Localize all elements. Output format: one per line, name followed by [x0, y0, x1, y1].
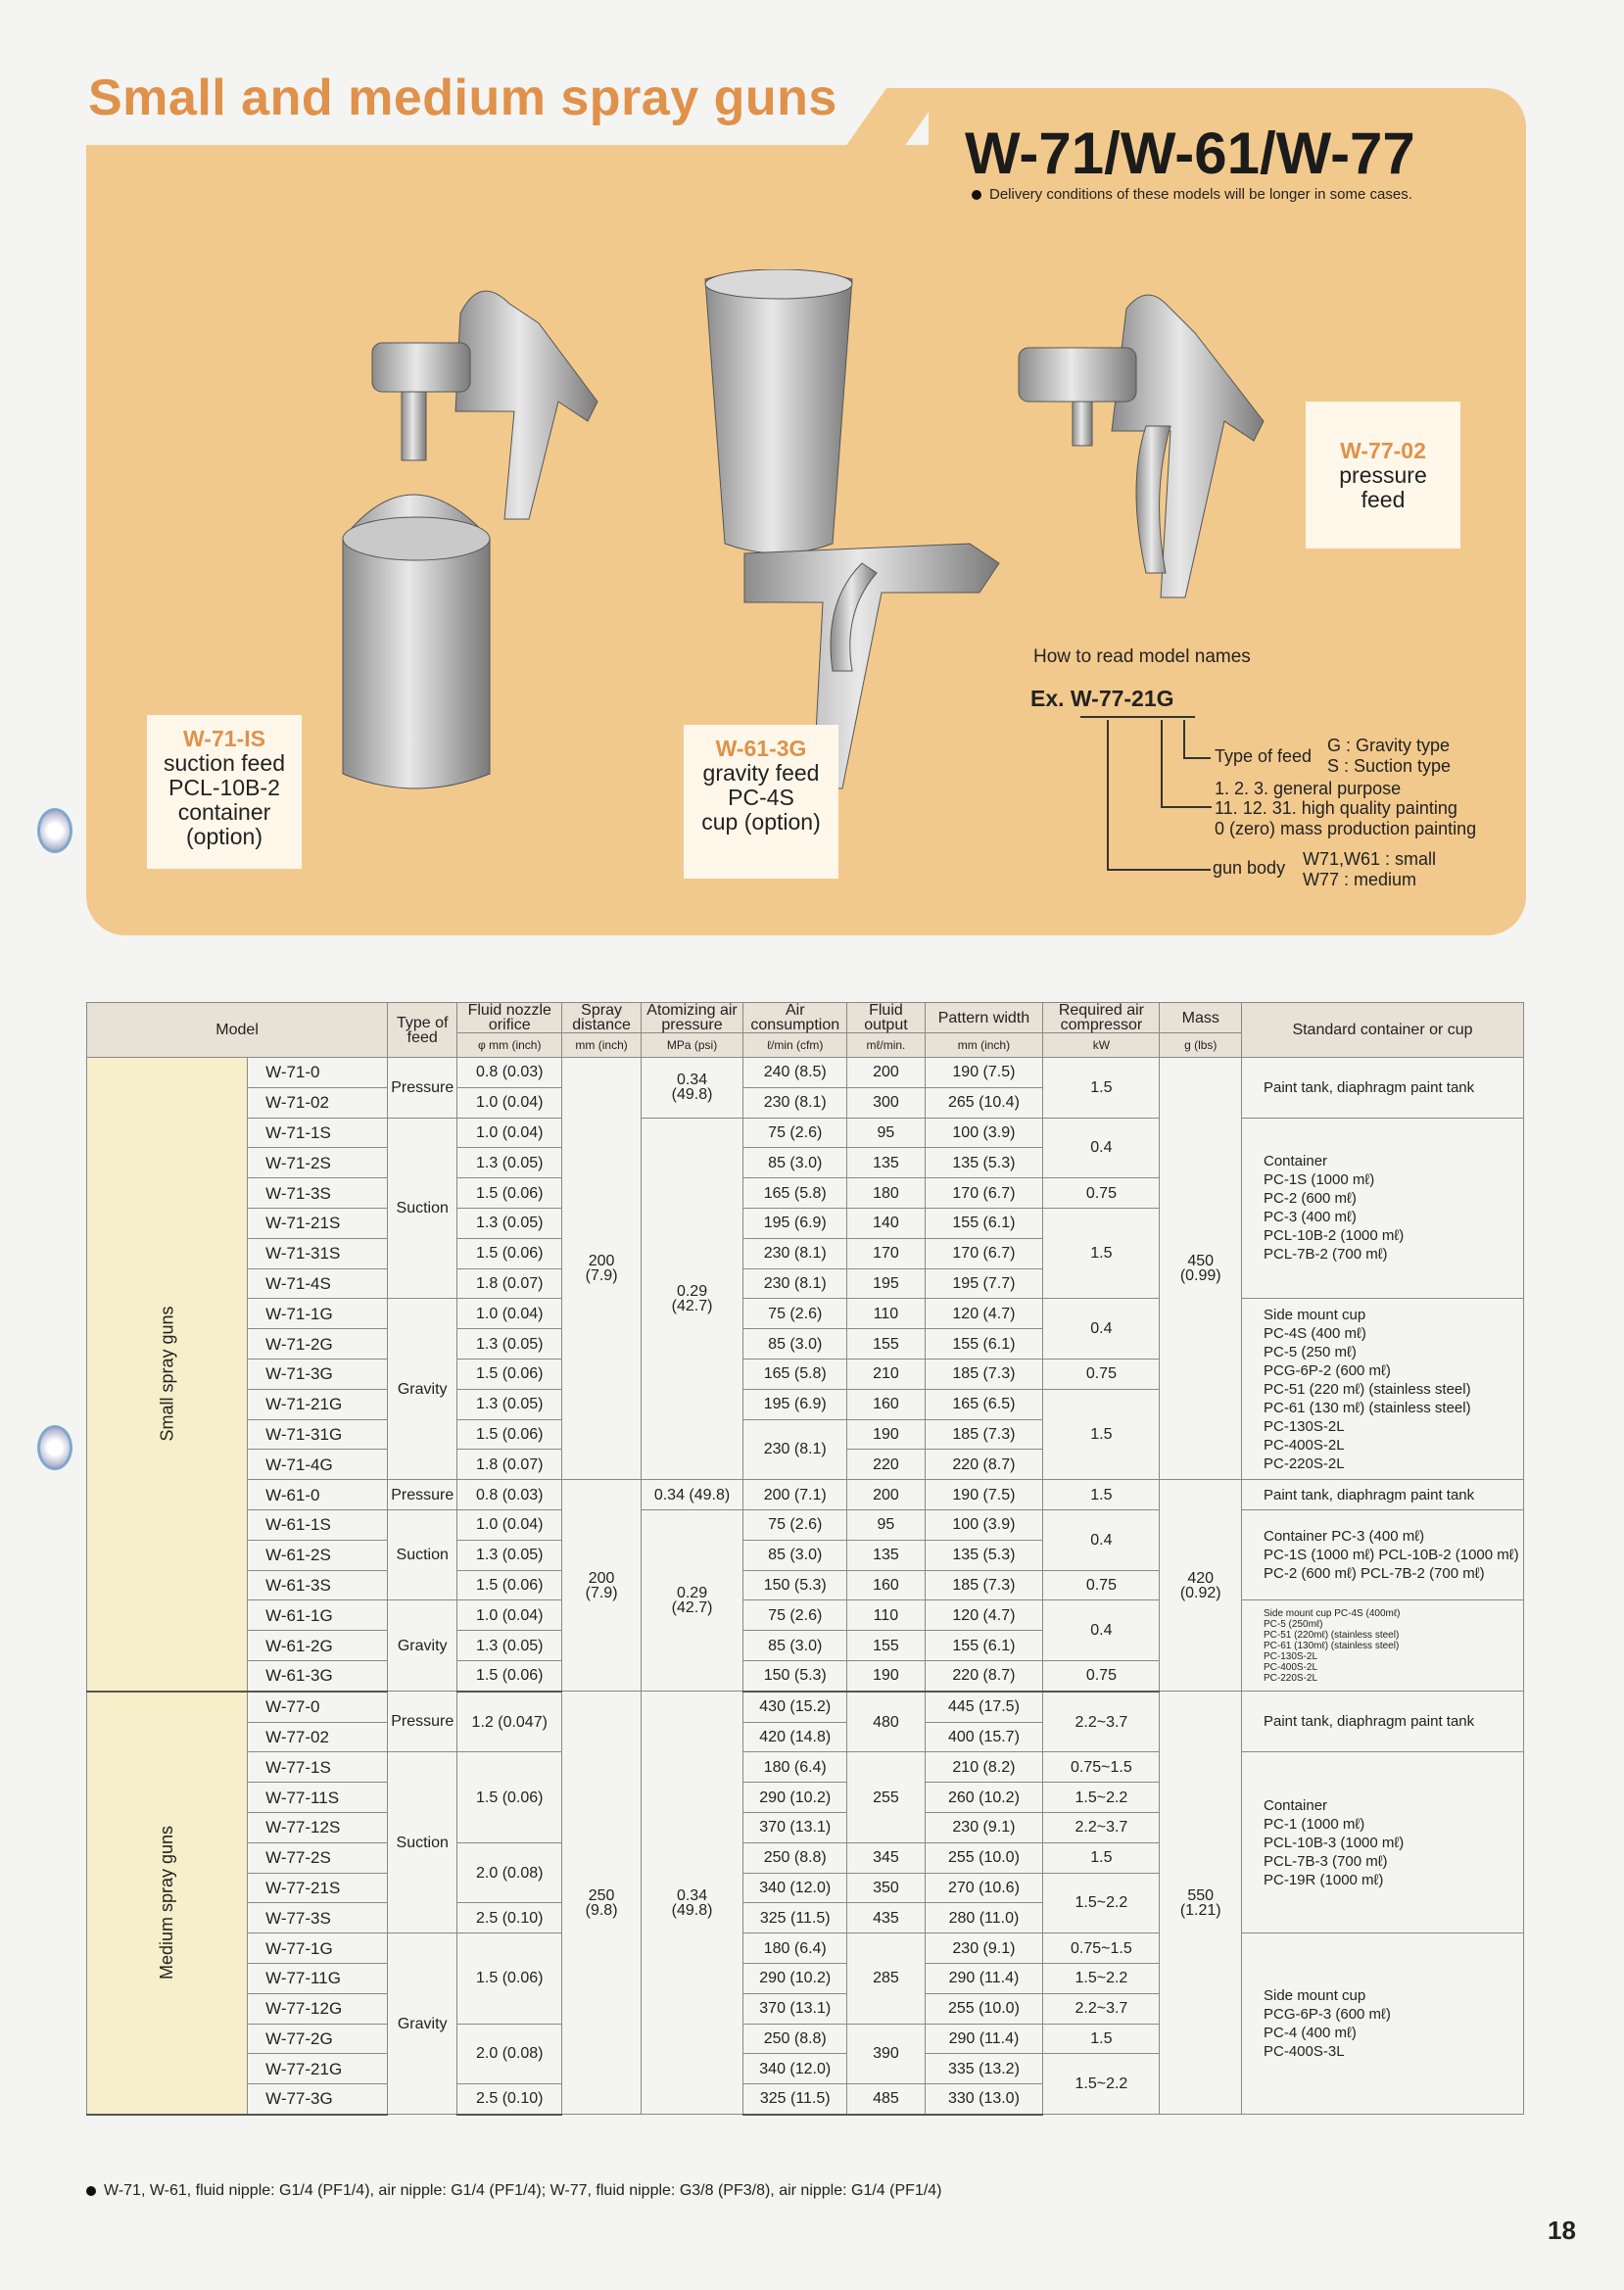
bullet-icon [86, 2186, 96, 2196]
pattern-cell: 155 (6.1) [925, 1329, 1043, 1360]
pattern-cell: 165 (6.5) [925, 1389, 1043, 1419]
w71-spray-gun-image [313, 274, 646, 823]
col-spray: Spray distance [562, 1003, 642, 1033]
fluid-cell: 220 [847, 1450, 925, 1480]
comp-cell: 0.4 [1043, 1600, 1160, 1661]
feed-cell: Gravity [388, 1299, 457, 1480]
col-mass: Mass [1160, 1003, 1242, 1033]
pattern-cell: 290 (11.4) [925, 1963, 1043, 1993]
nozzle-cell: 2.0 (0.08) [457, 2024, 562, 2084]
table-row [87, 1509, 1524, 1540]
air-cell: 180 (6.4) [743, 1933, 847, 1964]
comp-cell: 1.5 [1043, 1058, 1160, 1119]
nozzle-cell: 1.5 (0.06) [457, 1419, 562, 1450]
footnote [86, 2182, 941, 2200]
air-cell: 230 (8.1) [743, 1238, 847, 1268]
purpose-3: 0 (zero) mass production painting [1215, 819, 1477, 838]
nozzle-cell: 1.0 (0.04) [457, 1299, 562, 1329]
connector-purpose-v [1161, 720, 1163, 806]
purpose-2: 11. 12. 31. high quality painting [1215, 798, 1457, 818]
model-cell: W-71-02 [248, 1087, 388, 1118]
w77-spray-gun-image [999, 289, 1293, 622]
pattern-cell: 230 (9.1) [925, 1812, 1043, 1842]
nozzle-cell: 1.5 (0.06) [457, 1933, 562, 2024]
table-row [87, 1299, 1524, 1329]
feed-cell: Suction [388, 1509, 457, 1599]
air-cell: 370 (13.1) [743, 1993, 847, 2024]
pattern-cell: 255 (10.0) [925, 1842, 1043, 1873]
connector-purpose-h [1161, 806, 1212, 808]
w77-line2: feed [1361, 487, 1406, 512]
air-cell: 85 (3.0) [743, 1329, 847, 1360]
punch-hole [37, 808, 72, 853]
model-cell: W-77-11G [248, 1963, 388, 1993]
comp-cell: 2.2~3.7 [1043, 1812, 1160, 1842]
nozzle-cell: 1.3 (0.05) [457, 1329, 562, 1360]
atom-cell: 0.29 (42.7) [641, 1509, 742, 1691]
container-cell: Side mount cup PC-4S (400 mℓ) PC-5 (250 mℓ) PCG-6P-2 (600 mℓ) PC-51 (220 mℓ) (stainless steel) PC-61 (130 mℓ) (stainless steel) PC-130S-2L PC-400S-2L PC-220S-2L [1242, 1299, 1524, 1480]
nozzle-cell: 1.5 (0.06) [457, 1178, 562, 1209]
pattern-cell: 220 (8.7) [925, 1450, 1043, 1480]
model-cell: W-77-12G [248, 1993, 388, 2024]
unit-fluid: mℓ/min. [847, 1033, 925, 1058]
model-cell: W-71-31S [248, 1238, 388, 1268]
page-title: Small and medium spray guns [88, 70, 837, 126]
col-feed: Type of feed [388, 1003, 457, 1058]
table-row [87, 1058, 1524, 1088]
mass-cell: 420 (0.92) [1160, 1480, 1242, 1692]
model-cell: W-77-3S [248, 1903, 388, 1933]
pattern-cell: 220 (8.7) [925, 1660, 1043, 1691]
pattern-cell: 445 (17.5) [925, 1692, 1043, 1722]
fluid-cell: 95 [847, 1118, 925, 1148]
pattern-cell: 185 (7.3) [925, 1570, 1043, 1600]
model-cell: W-77-1S [248, 1752, 388, 1783]
delivery-note-text: Delivery conditions of these models will be longer in some cases. [989, 186, 1412, 203]
pattern-cell: 290 (11.4) [925, 2024, 1043, 2054]
pattern-cell: 120 (4.7) [925, 1600, 1043, 1631]
model-cell: W-71-2S [248, 1148, 388, 1178]
pattern-cell: 155 (6.1) [925, 1631, 1043, 1661]
air-cell: 150 (5.3) [743, 1570, 847, 1600]
w77-line1: pressure [1339, 462, 1427, 488]
body-small: W71,W61 : small [1303, 849, 1437, 869]
nozzle-cell: 1.3 (0.05) [457, 1631, 562, 1661]
unit-comp: kW [1043, 1033, 1160, 1058]
w71-line1: suction feed [163, 750, 286, 776]
connector-body-v [1107, 720, 1109, 870]
model-cell: W-61-2G [248, 1631, 388, 1661]
header-row [87, 1003, 1524, 1033]
atom-cell: 0.29 (42.7) [641, 1118, 742, 1480]
comp-cell: 0.75 [1043, 1359, 1160, 1389]
comp-cell: 1.5~2.2 [1043, 1873, 1160, 1933]
container-cell: Paint tank, diaphragm paint tank [1242, 1480, 1524, 1510]
pattern-cell: 190 (7.5) [925, 1480, 1043, 1510]
pattern-cell: 400 (15.7) [925, 1722, 1043, 1752]
nozzle-cell: 1.2 (0.047) [457, 1692, 562, 1752]
col-pattern: Pattern width [925, 1003, 1043, 1033]
fluid-cell: 200 [847, 1058, 925, 1088]
atom-cell: 0.34 (49.8) [641, 1480, 742, 1510]
model-cell: W-77-02 [248, 1722, 388, 1752]
comp-cell: 0.75 [1043, 1660, 1160, 1691]
punch-hole [37, 1425, 72, 1470]
fluid-cell: 135 [847, 1148, 925, 1178]
model-cell: W-71-3S [248, 1178, 388, 1209]
unit-pattern: mm (inch) [925, 1033, 1043, 1058]
fluid-cell: 160 [847, 1389, 925, 1419]
nozzle-cell: 1.3 (0.05) [457, 1148, 562, 1178]
w77-code: W-77-02 [1340, 438, 1426, 463]
comp-cell: 1.5 [1043, 1208, 1160, 1298]
nozzle-cell: 0.8 (0.03) [457, 1480, 562, 1510]
pattern-cell: 195 (7.7) [925, 1268, 1043, 1299]
comp-cell: 2.2~3.7 [1043, 1993, 1160, 2024]
w71-line4: (option) [186, 824, 263, 849]
air-cell: 240 (8.5) [743, 1058, 847, 1088]
table-row [87, 1118, 1524, 1148]
fluid-cell: 160 [847, 1570, 925, 1600]
nozzle-cell: 2.5 (0.10) [457, 2084, 562, 2115]
fluid-cell: 200 [847, 1480, 925, 1510]
fluid-cell: 110 [847, 1299, 925, 1329]
nozzle-cell: 1.0 (0.04) [457, 1509, 562, 1540]
fluid-cell: 210 [847, 1359, 925, 1389]
col-model: Model [87, 1003, 388, 1058]
nozzle-cell: 1.3 (0.05) [457, 1540, 562, 1570]
container-cell: Container PC-1S (1000 mℓ) PC-2 (600 mℓ) PC-3 (400 mℓ) PCL-10B-2 (1000 mℓ) PCL-7B-2 (700 mℓ) [1242, 1118, 1524, 1299]
howto-heading: How to read model names [1033, 646, 1251, 667]
comp-cell: 1.5~2.2 [1043, 2054, 1160, 2115]
pattern-cell: 100 (3.9) [925, 1118, 1043, 1148]
fluid-cell: 135 [847, 1540, 925, 1570]
nozzle-cell: 1.3 (0.05) [457, 1208, 562, 1238]
model-cell: W-77-21G [248, 2054, 388, 2084]
air-cell: 75 (2.6) [743, 1600, 847, 1631]
spray-cell: 250 (9.8) [562, 1692, 642, 2115]
nozzle-cell: 1.5 (0.06) [457, 1359, 562, 1389]
pattern-cell: 155 (6.1) [925, 1208, 1043, 1238]
w71-code: W-71-IS [183, 726, 265, 751]
atom-cell: 0.34 (49.8) [641, 1058, 742, 1119]
comp-cell: 1.5 [1043, 1389, 1160, 1479]
container-cell: Paint tank, diaphragm paint tank [1242, 1692, 1524, 1752]
air-cell: 370 (13.1) [743, 1812, 847, 1842]
fluid-cell: 190 [847, 1660, 925, 1691]
unit-spray: mm (inch) [562, 1033, 642, 1058]
example-underline [1080, 716, 1195, 718]
fluid-cell: 195 [847, 1268, 925, 1299]
unit-mass: g (lbs) [1160, 1033, 1242, 1058]
container-cell: Container PC-3 (400 mℓ) PC-1S (1000 mℓ) PCL-10B-2 (1000 mℓ) PC-2 (600 mℓ) PCL-7B-2 (700 mℓ) [1242, 1509, 1524, 1599]
w61-line2: PC-4S [728, 785, 794, 810]
air-cell: 75 (2.6) [743, 1118, 847, 1148]
pattern-cell: 335 (13.2) [925, 2054, 1043, 2084]
comp-cell: 1.5~2.2 [1043, 1783, 1160, 1813]
feed-suction: S : Suction type [1327, 756, 1452, 776]
air-cell: 195 (6.9) [743, 1208, 847, 1238]
spray-cell: 200 (7.9) [562, 1058, 642, 1480]
atom-cell: 0.34 (49.8) [641, 1692, 742, 2115]
air-cell: 290 (10.2) [743, 1783, 847, 1813]
nozzle-cell: 1.0 (0.04) [457, 1087, 562, 1118]
model-cell: W-61-1G [248, 1600, 388, 1631]
nozzle-cell: 1.5 (0.06) [457, 1752, 562, 1842]
container-cell: Paint tank, diaphragm paint tank [1242, 1058, 1524, 1119]
fluid-cell: 390 [847, 2024, 925, 2084]
purpose-1: 1. 2. 3. general purpose [1215, 779, 1402, 798]
container-cell: Side mount cup PC-4S (400mℓ) PC-5 (250mℓ) PC-51 (220mℓ) (stainless steel) PC-61 (130mℓ) (stainless steel) PC-130S-2L PC-400S-2L PC-220S-2L [1242, 1600, 1524, 1692]
col-fluid: Fluid output [847, 1003, 925, 1033]
comp-cell: 2.2~3.7 [1043, 1692, 1160, 1752]
body-label: gun body [1213, 858, 1286, 878]
pattern-cell: 190 (7.5) [925, 1058, 1043, 1088]
air-cell: 180 (6.4) [743, 1752, 847, 1783]
model-cell: W-71-2G [248, 1329, 388, 1360]
comp-cell: 0.75~1.5 [1043, 1933, 1160, 1964]
air-cell: 325 (11.5) [743, 1903, 847, 1933]
w71-label [147, 715, 302, 869]
pattern-cell: 135 (5.3) [925, 1540, 1043, 1570]
comp-cell: 1.5 [1043, 1480, 1160, 1510]
fluid-cell: 435 [847, 1903, 925, 1933]
air-cell: 165 (5.8) [743, 1359, 847, 1389]
connector-feed-v [1183, 720, 1185, 757]
spray-cell: 200 (7.9) [562, 1480, 642, 1692]
model-cell: W-77-11S [248, 1783, 388, 1813]
air-cell: 420 (14.8) [743, 1722, 847, 1752]
table-row [87, 1933, 1524, 1964]
air-cell: 250 (8.8) [743, 1842, 847, 1873]
feed-gravity: G : Gravity type [1327, 736, 1451, 755]
nozzle-cell: 1.0 (0.04) [457, 1118, 562, 1148]
model-cell: W-71-0 [248, 1058, 388, 1088]
howto-example: Ex. W-77-21G [1030, 686, 1174, 711]
model-cell: W-77-1G [248, 1933, 388, 1964]
pattern-cell: 100 (3.9) [925, 1509, 1043, 1540]
col-comp: Required air compressor [1043, 1003, 1160, 1033]
fluid-cell: 110 [847, 1600, 925, 1631]
air-cell: 230 (8.1) [743, 1268, 847, 1299]
comp-cell: 0.75 [1043, 1178, 1160, 1209]
fluid-cell: 170 [847, 1238, 925, 1268]
page-number: 18 [1548, 2216, 1576, 2245]
col-air: Air consumption [743, 1003, 847, 1033]
fluid-cell: 345 [847, 1842, 925, 1873]
model-cell: W-71-21G [248, 1389, 388, 1419]
air-cell: 230 (8.1) [743, 1419, 847, 1480]
air-cell: 85 (3.0) [743, 1148, 847, 1178]
pattern-cell: 170 (6.7) [925, 1178, 1043, 1209]
footnote-text: W-71, W-61, fluid nipple: G1/4 (PF1/4), air nipple: G1/4 (PF1/4); W-77, fluid nipple: G3/8 (PF3/8), air nipple: G1/4 (PF1/4) [104, 2182, 942, 2199]
feed-cell: Suction [388, 1118, 457, 1299]
feed-cell: Pressure [388, 1058, 457, 1119]
nozzle-cell: 1.5 (0.06) [457, 1570, 562, 1600]
air-cell: 290 (10.2) [743, 1963, 847, 1993]
fluid-cell: 95 [847, 1509, 925, 1540]
feed-label: Type of feed [1215, 746, 1313, 766]
comp-cell: 0.75 [1043, 1570, 1160, 1600]
bullet-icon [972, 190, 981, 200]
model-cell: W-61-0 [248, 1480, 388, 1510]
air-cell: 430 (15.2) [743, 1692, 847, 1722]
pattern-cell: 120 (4.7) [925, 1299, 1043, 1329]
model-cell: W-71-4G [248, 1450, 388, 1480]
nozzle-cell: 1.3 (0.05) [457, 1389, 562, 1419]
fluid-cell: 155 [847, 1631, 925, 1661]
body-medium: W77 : medium [1303, 870, 1417, 889]
model-cell: W-71-1G [248, 1299, 388, 1329]
table-row [87, 1692, 1524, 1722]
mass-cell: 550 (1.21) [1160, 1692, 1242, 2115]
mass-cell: 450 (0.99) [1160, 1058, 1242, 1480]
table-row [87, 1480, 1524, 1510]
air-cell: 150 (5.3) [743, 1660, 847, 1691]
nozzle-cell: 1.0 (0.04) [457, 1600, 562, 1631]
air-cell: 230 (8.1) [743, 1087, 847, 1118]
fluid-cell: 300 [847, 1087, 925, 1118]
model-cell: W-71-21S [248, 1208, 388, 1238]
unit-atom: MPa (psi) [641, 1033, 742, 1058]
air-cell: 165 (5.8) [743, 1178, 847, 1209]
nozzle-cell: 1.8 (0.07) [457, 1268, 562, 1299]
table-row [87, 1600, 1524, 1631]
comp-cell: 1.5 [1043, 2024, 1160, 2054]
unit-air: ℓ/min (cfm) [743, 1033, 847, 1058]
col-atom: Atomizing air pressure [641, 1003, 742, 1033]
nozzle-cell: 2.5 (0.10) [457, 1903, 562, 1933]
model-cell: W-77-0 [248, 1692, 388, 1722]
nozzle-cell: 1.5 (0.06) [457, 1238, 562, 1268]
model-cell: W-61-1S [248, 1509, 388, 1540]
comp-cell: 1.5 [1043, 1842, 1160, 1873]
comp-cell: 0.4 [1043, 1118, 1160, 1178]
air-cell: 340 (12.0) [743, 1873, 847, 1903]
w61-label [684, 725, 838, 879]
col-container: Standard container or cup [1242, 1003, 1524, 1058]
group-small-label: Small spray guns [157, 1306, 177, 1442]
fluid-cell: 155 [847, 1329, 925, 1360]
pattern-cell: 280 (11.0) [925, 1903, 1043, 1933]
feed-cell: Pressure [388, 1480, 457, 1510]
connector-body-h [1107, 869, 1211, 871]
pattern-cell: 210 (8.2) [925, 1752, 1043, 1783]
container-cell: Container PC-1 (1000 mℓ) PCL-10B-3 (1000 mℓ) PCL-7B-3 (700 mℓ) PC-19R (1000 mℓ) [1242, 1752, 1524, 1933]
model-cell: W-71-4S [248, 1268, 388, 1299]
pattern-cell: 185 (7.3) [925, 1419, 1043, 1450]
model-cell: W-61-3S [248, 1570, 388, 1600]
nozzle-cell: 1.5 (0.06) [457, 1660, 562, 1691]
comp-cell: 1.5~2.2 [1043, 1963, 1160, 1993]
pattern-cell: 230 (9.1) [925, 1933, 1043, 1964]
w71-line2: PCL-10B-2 [168, 775, 280, 800]
air-cell: 195 (6.9) [743, 1389, 847, 1419]
fluid-cell: 190 [847, 1419, 925, 1450]
pattern-cell: 270 (10.6) [925, 1873, 1043, 1903]
feed-cell: Gravity [388, 1933, 457, 2115]
nozzle-cell: 0.8 (0.03) [457, 1058, 562, 1088]
connector-feed-h [1183, 757, 1211, 759]
comp-cell: 0.75~1.5 [1043, 1752, 1160, 1783]
feed-cell: Suction [388, 1752, 457, 1933]
feed-cell: Pressure [388, 1692, 457, 1752]
w77-label [1306, 402, 1460, 549]
pattern-cell: 170 (6.7) [925, 1238, 1043, 1268]
table-row [87, 1752, 1524, 1783]
model-cell: W-61-3G [248, 1660, 388, 1691]
model-cell: W-71-1S [248, 1118, 388, 1148]
air-cell: 75 (2.6) [743, 1509, 847, 1540]
air-cell: 250 (8.8) [743, 2024, 847, 2054]
unit-nozzle: φ mm (inch) [457, 1033, 562, 1058]
air-cell: 85 (3.0) [743, 1631, 847, 1661]
w61-line3: cup (option) [701, 809, 821, 835]
group-small [87, 1058, 248, 1692]
nozzle-cell: 2.0 (0.08) [457, 1842, 562, 1903]
w61-code: W-61-3G [715, 736, 807, 761]
group-medium [87, 1692, 248, 2115]
col-nozzle: Fluid nozzle orifice [457, 1003, 562, 1033]
pattern-cell: 265 (10.4) [925, 1087, 1043, 1118]
w61-line1: gravity feed [702, 760, 820, 786]
model-cell: W-71-3G [248, 1359, 388, 1389]
pattern-cell: 135 (5.3) [925, 1148, 1043, 1178]
comp-cell: 0.4 [1043, 1299, 1160, 1360]
fluid-cell: 140 [847, 1208, 925, 1238]
comp-cell: 0.4 [1043, 1509, 1160, 1570]
fluid-cell: 350 [847, 1873, 925, 1903]
air-cell: 340 (12.0) [743, 2054, 847, 2084]
air-cell: 75 (2.6) [743, 1299, 847, 1329]
w71-line3: container [177, 799, 271, 825]
air-cell: 200 (7.1) [743, 1480, 847, 1510]
spec-table [86, 1002, 1524, 2116]
model-cell: W-77-12S [248, 1812, 388, 1842]
group-medium-label: Medium spray guns [157, 1825, 177, 1980]
air-cell: 85 (3.0) [743, 1540, 847, 1570]
model-heading: W-71/W-61/W-77 [965, 120, 1415, 186]
fluid-cell: 180 [847, 1178, 925, 1209]
pattern-cell: 255 (10.0) [925, 1993, 1043, 2024]
model-cell: W-77-2S [248, 1842, 388, 1873]
model-cell: W-71-31G [248, 1419, 388, 1450]
feed-cell: Gravity [388, 1600, 457, 1692]
air-cell: 325 (11.5) [743, 2084, 847, 2115]
model-cell: W-77-21S [248, 1873, 388, 1903]
fluid-cell: 285 [847, 1933, 925, 2024]
container-cell: Side mount cup PCG-6P-3 (600 mℓ) PC-4 (400 mℓ) PC-400S-3L [1242, 1933, 1524, 2115]
model-cell: W-61-2S [248, 1540, 388, 1570]
fluid-cell: 480 [847, 1692, 925, 1752]
fluid-cell: 255 [847, 1752, 925, 1842]
nozzle-cell: 1.8 (0.07) [457, 1450, 562, 1480]
pattern-cell: 260 (10.2) [925, 1783, 1043, 1813]
fluid-cell: 485 [847, 2084, 925, 2115]
model-cell: W-77-2G [248, 2024, 388, 2054]
pattern-cell: 330 (13.0) [925, 2084, 1043, 2115]
pattern-cell: 185 (7.3) [925, 1359, 1043, 1389]
model-cell: W-77-3G [248, 2084, 388, 2115]
delivery-note [972, 186, 1412, 203]
